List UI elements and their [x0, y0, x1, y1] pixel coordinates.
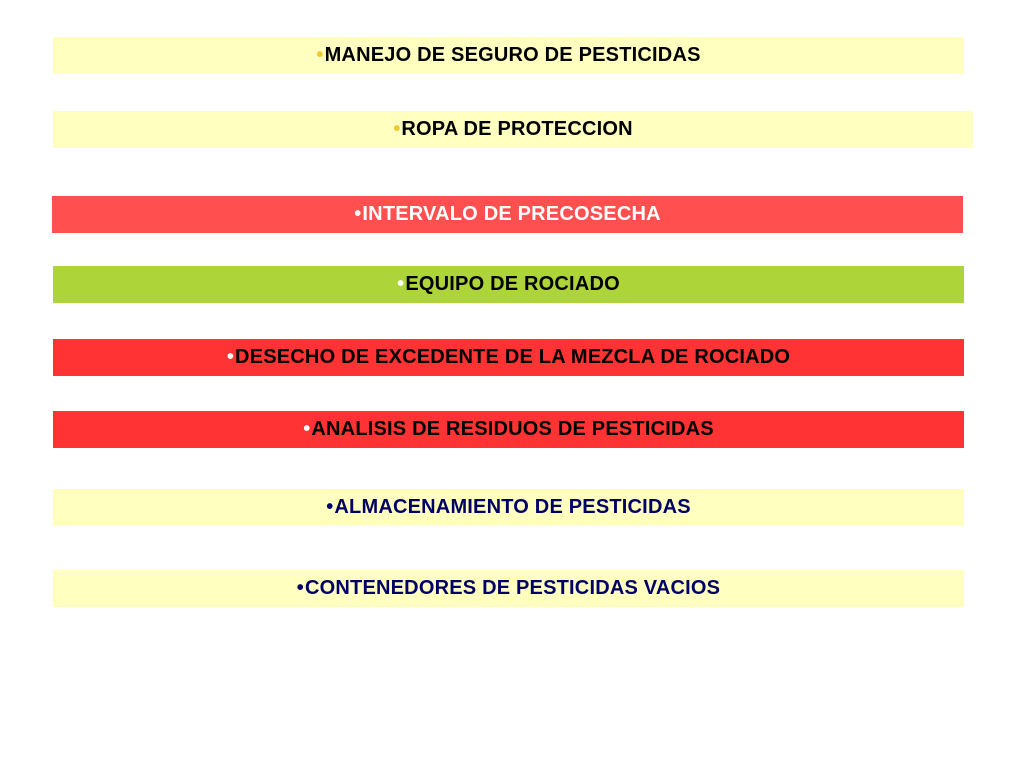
bullet-icon: • — [397, 273, 405, 295]
bar-desecho-excedente — [53, 339, 964, 376]
bar-label: INTERVALO DE PRECOSECHA — [362, 203, 661, 225]
bar-label: DESECHO DE EXCEDENTE DE LA MEZCLA DE ROCIADO — [235, 346, 791, 368]
bar-label: CONTENEDORES DE PESTICIDAS VACIOS — [305, 577, 721, 599]
bar-equipo-rociado — [53, 266, 964, 303]
bullet-icon: • — [296, 577, 304, 599]
bar-intervalo-precosecha — [52, 196, 963, 233]
bar-manejo-seguro — [53, 37, 964, 74]
bar-ropa-proteccion — [53, 111, 973, 148]
bar-label: ANALISIS DE RESIDUOS DE PESTICIDAS — [311, 418, 714, 440]
bar-contenedores-vacios — [53, 570, 964, 607]
bullet-icon: • — [316, 44, 324, 66]
bullet-icon: • — [354, 203, 362, 225]
bullet-icon: • — [326, 496, 334, 518]
bar-label: MANEJO DE SEGURO DE PESTICIDAS — [324, 44, 701, 66]
bullet-icon: • — [303, 418, 311, 440]
bar-label: EQUIPO DE ROCIADO — [405, 273, 620, 295]
bar-label: ALMACENAMIENTO DE PESTICIDAS — [334, 496, 691, 518]
bar-label: ROPA DE PROTECCION — [401, 118, 633, 140]
bullet-icon: • — [393, 118, 401, 140]
bar-almacenamiento — [53, 489, 964, 526]
bullet-icon: • — [226, 346, 235, 368]
bar-analisis-residuos — [53, 411, 964, 448]
